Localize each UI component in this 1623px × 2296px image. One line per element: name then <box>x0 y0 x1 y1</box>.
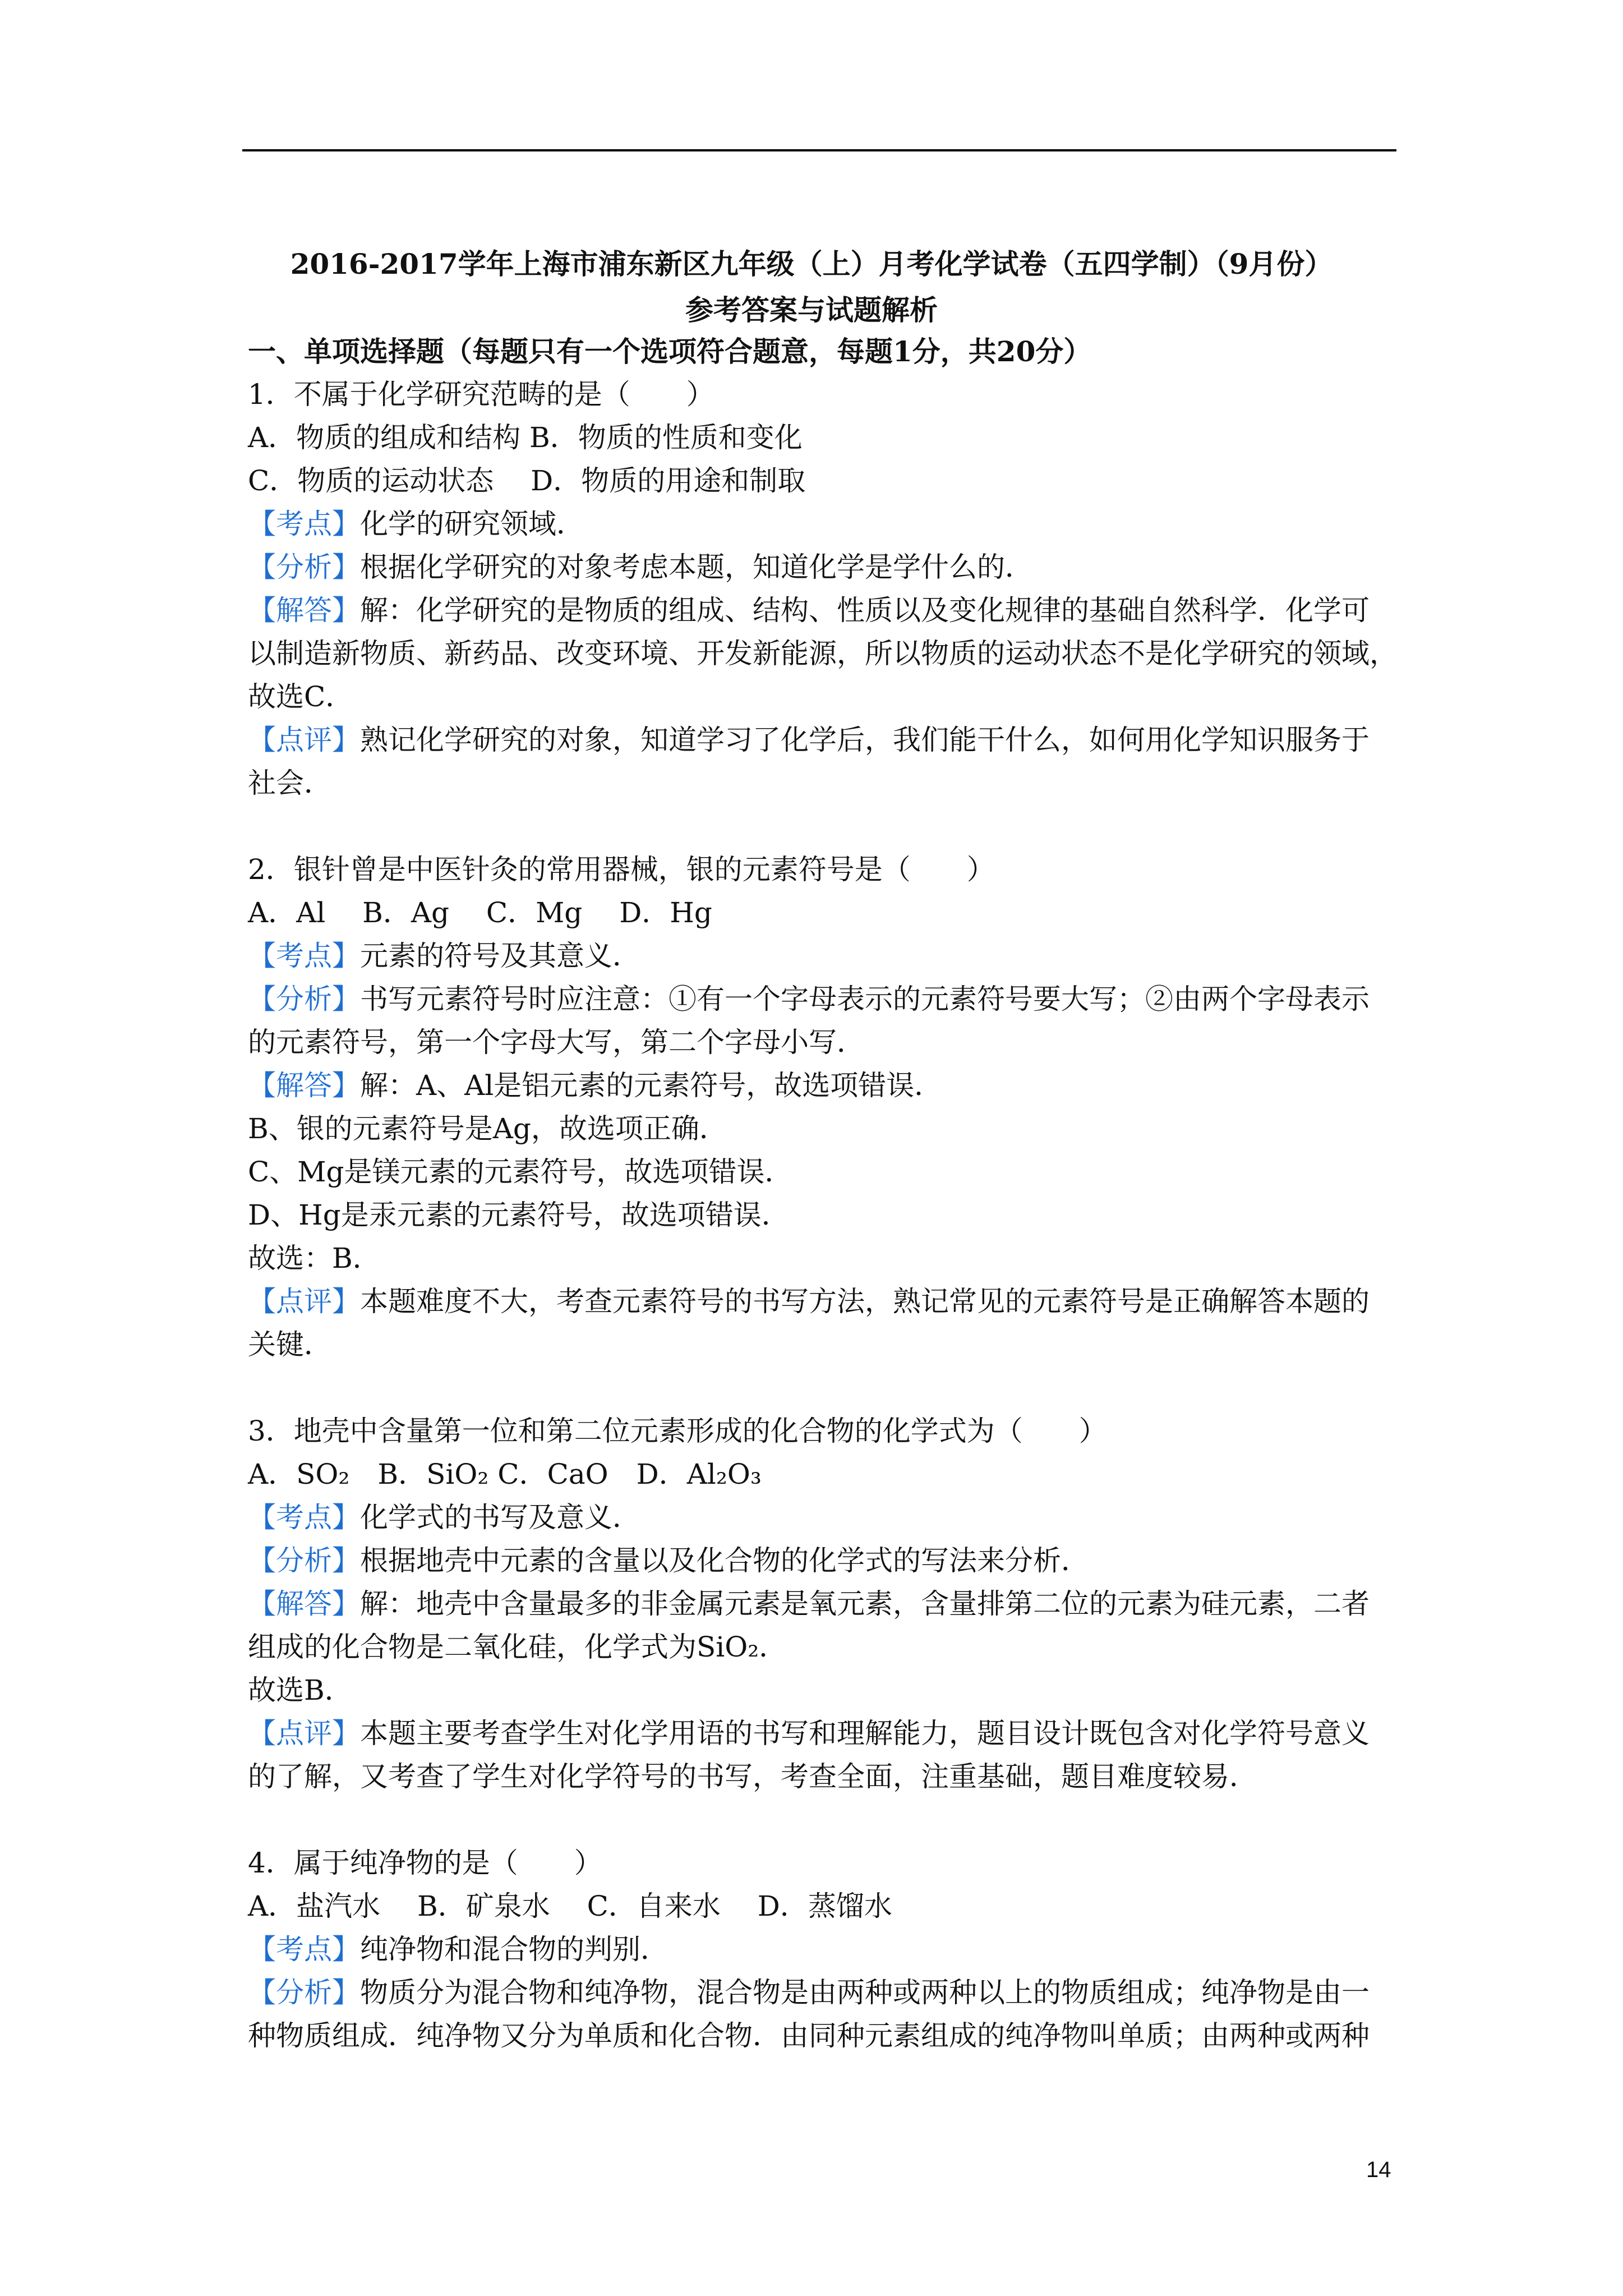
question-block <box>248 848 1398 1366</box>
question-block <box>248 373 1398 805</box>
dianping-line <box>248 719 1398 762</box>
kaodian-text: 化学的研究领域． <box>360 508 584 540</box>
dianping-line <box>248 762 1398 805</box>
dianping-line-text: 关键． <box>248 1328 332 1361</box>
jieda-line-text: 故选B． <box>248 1674 353 1706</box>
fenxi-line-text: 书写元素符号时应注意：①有一个字母表示的元素符号要大写；②由两个字母表示 <box>360 983 1370 1015</box>
fenxi-line-text: 根据地壳中元素的含量以及化合物的化学式的写法来分析． <box>360 1544 1089 1577</box>
dianping-line <box>248 1323 1398 1366</box>
jieda-line-text: 解：A、Al是铝元素的元素符号，故选项错误． <box>360 1069 943 1102</box>
question-stem: 2．银针曾是中医针灸的常用器械，银的元素符号是（ ） <box>248 853 995 886</box>
fenxi-line-text: 种物质组成．纯净物又分为单质和化合物．由同种元素组成的纯净物叫单质；由两种或两种 <box>248 2019 1370 2052</box>
kaodian-line <box>248 1928 1398 1971</box>
kaodian-line <box>248 1496 1398 1539</box>
jieda-line-tag: 【解答】 <box>248 1069 360 1102</box>
jieda-line-tag: 【解答】 <box>248 1588 360 1620</box>
fenxi-line <box>248 1539 1398 1582</box>
question-options: C．物质的运动状态 D．物质的用途和制取 <box>248 464 806 497</box>
dianping-line <box>248 1280 1398 1323</box>
jieda-line-text: 组成的化合物是二氧化硅，化学式为SiO₂． <box>248 1631 787 1663</box>
fenxi-line <box>248 1021 1398 1064</box>
jieda-line-tag: 【解答】 <box>248 594 360 627</box>
fenxi-line-text: 的元素符号，第一个字母大写，第二个字母小写． <box>248 1026 865 1059</box>
fenxi-line <box>248 2014 1398 2058</box>
document-body <box>248 330 1398 2058</box>
question-stem: 4．属于纯净物的是（ ） <box>248 1847 602 1879</box>
dianping-line-text: 的了解，又考查了学生对化学符号的书写，考查全面，注重基础，题目难度较易． <box>248 1760 1257 1793</box>
dianping-line-tag: 【点评】 <box>248 1285 360 1318</box>
fenxi-line-tag: 【分析】 <box>248 1976 360 2009</box>
dianping-line-text: 社会． <box>248 767 332 799</box>
jieda-line <box>248 675 1398 719</box>
jieda-line-text: C、Mg是镁元素的元素符号，故选项错误． <box>248 1156 793 1188</box>
jieda-line <box>248 1626 1398 1669</box>
jieda-line <box>248 1582 1398 1626</box>
jieda-line <box>248 1064 1398 1107</box>
dianping-line-text: 熟记化学研究的对象，知道学习了化学后，我们能干什么，如何用化学知识服务于 <box>360 724 1370 756</box>
fenxi-line-tag: 【分析】 <box>248 551 360 583</box>
fenxi-line <box>248 1971 1398 2014</box>
dianping-line-text: 本题难度不大，考查元素符号的书写方法，熟记常见的元素符号是正确解答本题的 <box>360 1285 1370 1318</box>
kaodian-line <box>248 935 1398 978</box>
jieda-line <box>248 1151 1398 1194</box>
jieda-line-text: D、Hg是汞元素的元素符号，故选项错误． <box>248 1199 790 1231</box>
kaodian-tag: 【考点】 <box>248 1501 360 1534</box>
section-heading: 一、单项选择题（每题只有一个选项符合题意，每题1分，共20分） <box>248 335 1092 368</box>
question-options: A．Al B．Ag C．Mg D．Hg <box>248 896 712 929</box>
fenxi-line-text: 物质分为混合物和纯净物，混合物是由两种或两种以上的物质组成；纯净物是由一 <box>360 1976 1370 2009</box>
question-block <box>248 1842 1398 2058</box>
fenxi-line-tag: 【分析】 <box>248 983 360 1015</box>
document-title: 2016-2017学年上海市浦东新区九年级（上）月考化学试卷（五四学制）（9月份） <box>290 247 1333 280</box>
jieda-line-text: 故选：B． <box>248 1242 381 1274</box>
jieda-line-text: B、银的元素符号是Ag，故选项正确． <box>248 1112 727 1145</box>
question-stem: 3．地壳中含量第一位和第二位元素形成的化合物的化学式为（ ） <box>248 1415 1107 1447</box>
dianping-line-text: 本题主要考查学生对化学用语的书写和理解能力，题目设计既包含对化学符号意义 <box>360 1717 1370 1750</box>
jieda-line <box>248 1237 1398 1280</box>
kaodian-tag: 【考点】 <box>248 940 360 972</box>
jieda-line <box>248 1194 1398 1237</box>
dianping-line <box>248 1755 1398 1798</box>
question-options: A．物质的组成和结构 B．物质的性质和变化 <box>248 421 803 454</box>
fenxi-line <box>248 546 1398 589</box>
jieda-line-text: 解：地壳中含量最多的非金属元素是氧元素，含量排第二位的元素为硅元素，二者 <box>360 1588 1370 1620</box>
document-subtitle: 参考答案与试题解析 <box>685 293 938 326</box>
question-list <box>248 373 1398 2058</box>
page-number: 14 <box>1366 2157 1391 2182</box>
jieda-line <box>248 632 1398 675</box>
question-options: A．SO₂ B．SiO₂ C．CaO D．Al₂O₃ <box>248 1458 762 1490</box>
fenxi-line-tag: 【分析】 <box>248 1544 360 1577</box>
jieda-line-text: 解：化学研究的是物质的组成、结构、性质以及变化规律的基础自然科学．化学可 <box>360 594 1370 627</box>
kaodian-tag: 【考点】 <box>248 1933 360 1966</box>
header-rule <box>242 149 1396 151</box>
jieda-line <box>248 589 1398 632</box>
dianping-line-tag: 【点评】 <box>248 1717 360 1750</box>
kaodian-text: 纯净物和混合物的判别． <box>360 1933 668 1966</box>
fenxi-line <box>248 978 1398 1021</box>
question-options: A．盐汽水 B．矿泉水 C．自来水 D．蒸馏水 <box>248 1890 892 1922</box>
jieda-line <box>248 1669 1398 1712</box>
kaodian-text: 元素的符号及其意义． <box>360 940 640 972</box>
question-stem: 1．不属于化学研究范畴的是（ ） <box>248 378 714 411</box>
kaodian-text: 化学式的书写及意义． <box>360 1501 640 1534</box>
jieda-line <box>248 1107 1398 1151</box>
dianping-line <box>248 1712 1398 1755</box>
kaodian-tag: 【考点】 <box>248 508 360 540</box>
jieda-line-text: 故选C． <box>248 680 354 713</box>
dianping-line-tag: 【点评】 <box>248 724 360 756</box>
fenxi-line-text: 根据化学研究的对象考虑本题，知道化学是学什么的． <box>360 551 1033 583</box>
question-block <box>248 1410 1398 1798</box>
kaodian-line <box>248 503 1398 546</box>
jieda-line-text: 以制造新物质、新药品、改变环境、开发新能源，所以物质的运动状态不是化学研究的领域， <box>248 637 1398 670</box>
